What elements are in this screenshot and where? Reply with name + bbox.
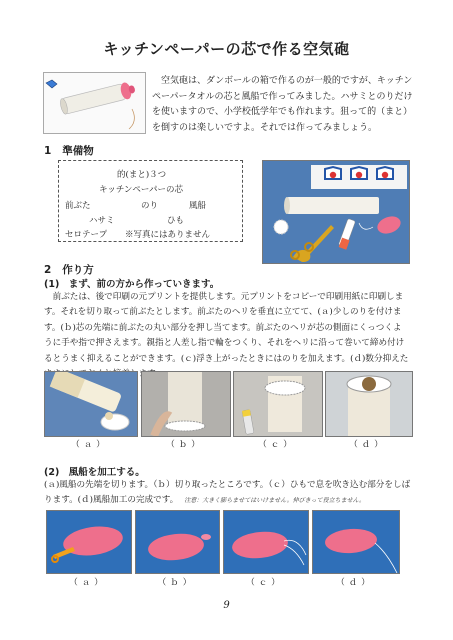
section-number: 2 bbox=[44, 264, 52, 276]
material-paper-core: キッチンペーパーの芯 bbox=[99, 185, 183, 195]
step2-caption-c: （ｃ） bbox=[246, 578, 284, 588]
step1-heading: (1) まず、前の方から作っていきます。 bbox=[44, 279, 220, 290]
air-cannon-image bbox=[44, 73, 145, 133]
step1-caption-d: （ｄ） bbox=[349, 440, 387, 450]
step1-body: 前ぶたは、後で印刷の元プリントを提供します。元プリントをコピーで印刷用紙に印刷します。それを切り取って前ぶたとします。前ぶたのヘリを垂直に立てて、(ａ)少しのりを付けます。(ｂ)芯の先端に前ぶたの丸い部分を押し当てます。前ぶたのヘリが芯の側面にくっつくように手や指で押さえます。親指と人差し指で輪をつくり、それをヘリに沿って巻いて締め付けるとうまく抑えることができます。(ｃ)浮き上がったときにはのりを加えます。(ｄ)数分抑えた しま bbox=[44, 292, 409, 380]
step2-body bbox=[44, 478, 412, 509]
step2-photo-d bbox=[312, 510, 400, 574]
material-targets: 的(まと)３つ bbox=[117, 170, 167, 180]
step1-caption-b: （ｂ） bbox=[166, 440, 204, 450]
step2-photo-a bbox=[46, 510, 132, 574]
material-front-lid: 前ぶた bbox=[65, 201, 91, 211]
check-lid-image bbox=[234, 372, 322, 436]
finished-lid-image bbox=[326, 372, 412, 436]
step1-photo-b bbox=[141, 371, 231, 437]
step2-note: 注意：大きく膨らませてはいけません。伸びきって役立ちません。 bbox=[184, 497, 365, 505]
step1-photo-a bbox=[44, 371, 138, 437]
material-string: ひも bbox=[167, 216, 185, 226]
materials-photo bbox=[262, 160, 410, 264]
section-title: 作り方 bbox=[62, 264, 94, 276]
material-balloon: 風船 bbox=[189, 201, 207, 211]
step1-photo-c bbox=[233, 371, 323, 437]
page-number: 9 bbox=[223, 600, 230, 611]
step2-photo-b bbox=[135, 510, 220, 574]
step2-heading: (2) 風船を加工する。 bbox=[44, 467, 145, 478]
step2-caption-b: （ｂ） bbox=[157, 578, 196, 588]
cut-piece-image bbox=[136, 511, 219, 573]
step2-caption-d: （ｄ） bbox=[336, 578, 374, 588]
page-title: キッチンペーパーの芯で作る空気砲 bbox=[103, 40, 350, 58]
press-lid-image bbox=[142, 372, 230, 436]
finished-balloon-image bbox=[313, 511, 399, 573]
step1-photo-d bbox=[325, 371, 413, 437]
section-title: 準備物 bbox=[62, 145, 94, 157]
step1-caption-a: （ａ） bbox=[71, 440, 109, 450]
material-tape-note: ※写真にはありません bbox=[125, 230, 211, 240]
material-tape: セロテープ bbox=[65, 230, 108, 240]
section-heading-method bbox=[44, 262, 94, 277]
section-heading-materials bbox=[44, 143, 94, 158]
material-glue: のり bbox=[141, 201, 159, 211]
material-scissors: ハサミ bbox=[89, 216, 115, 226]
tie-string-image bbox=[224, 511, 308, 573]
glue-application-image bbox=[45, 372, 137, 436]
intro-photo bbox=[43, 72, 146, 134]
step2-photo-c bbox=[223, 510, 309, 574]
step2-body-text: (ａ)風船の先端を切ります。（ｂ）切り取ったところです。（ｃ）ひもで息を吹き込む部分をしばります。(ｄ)風船加工の完成です。 bbox=[44, 480, 411, 506]
step1-caption-c: （ｃ） bbox=[258, 440, 296, 450]
materials-list-box bbox=[58, 160, 243, 242]
section-number: 1 bbox=[44, 145, 52, 157]
cut-balloon-image bbox=[47, 511, 131, 573]
step2-caption-a: （ａ） bbox=[69, 578, 107, 588]
materials-image bbox=[263, 161, 409, 263]
intro-paragraph: 空気砲は、ダンボールの箱で作るのが一般的ですが、キッチンペーパータオルの芯と風船で作ってみました。ハサミとのりだけを使いますので、小学校低学年でも作れます。狙って的（まと）を倒すのは楽しいですよ。それでは作ってみましょう。 bbox=[152, 76, 413, 133]
